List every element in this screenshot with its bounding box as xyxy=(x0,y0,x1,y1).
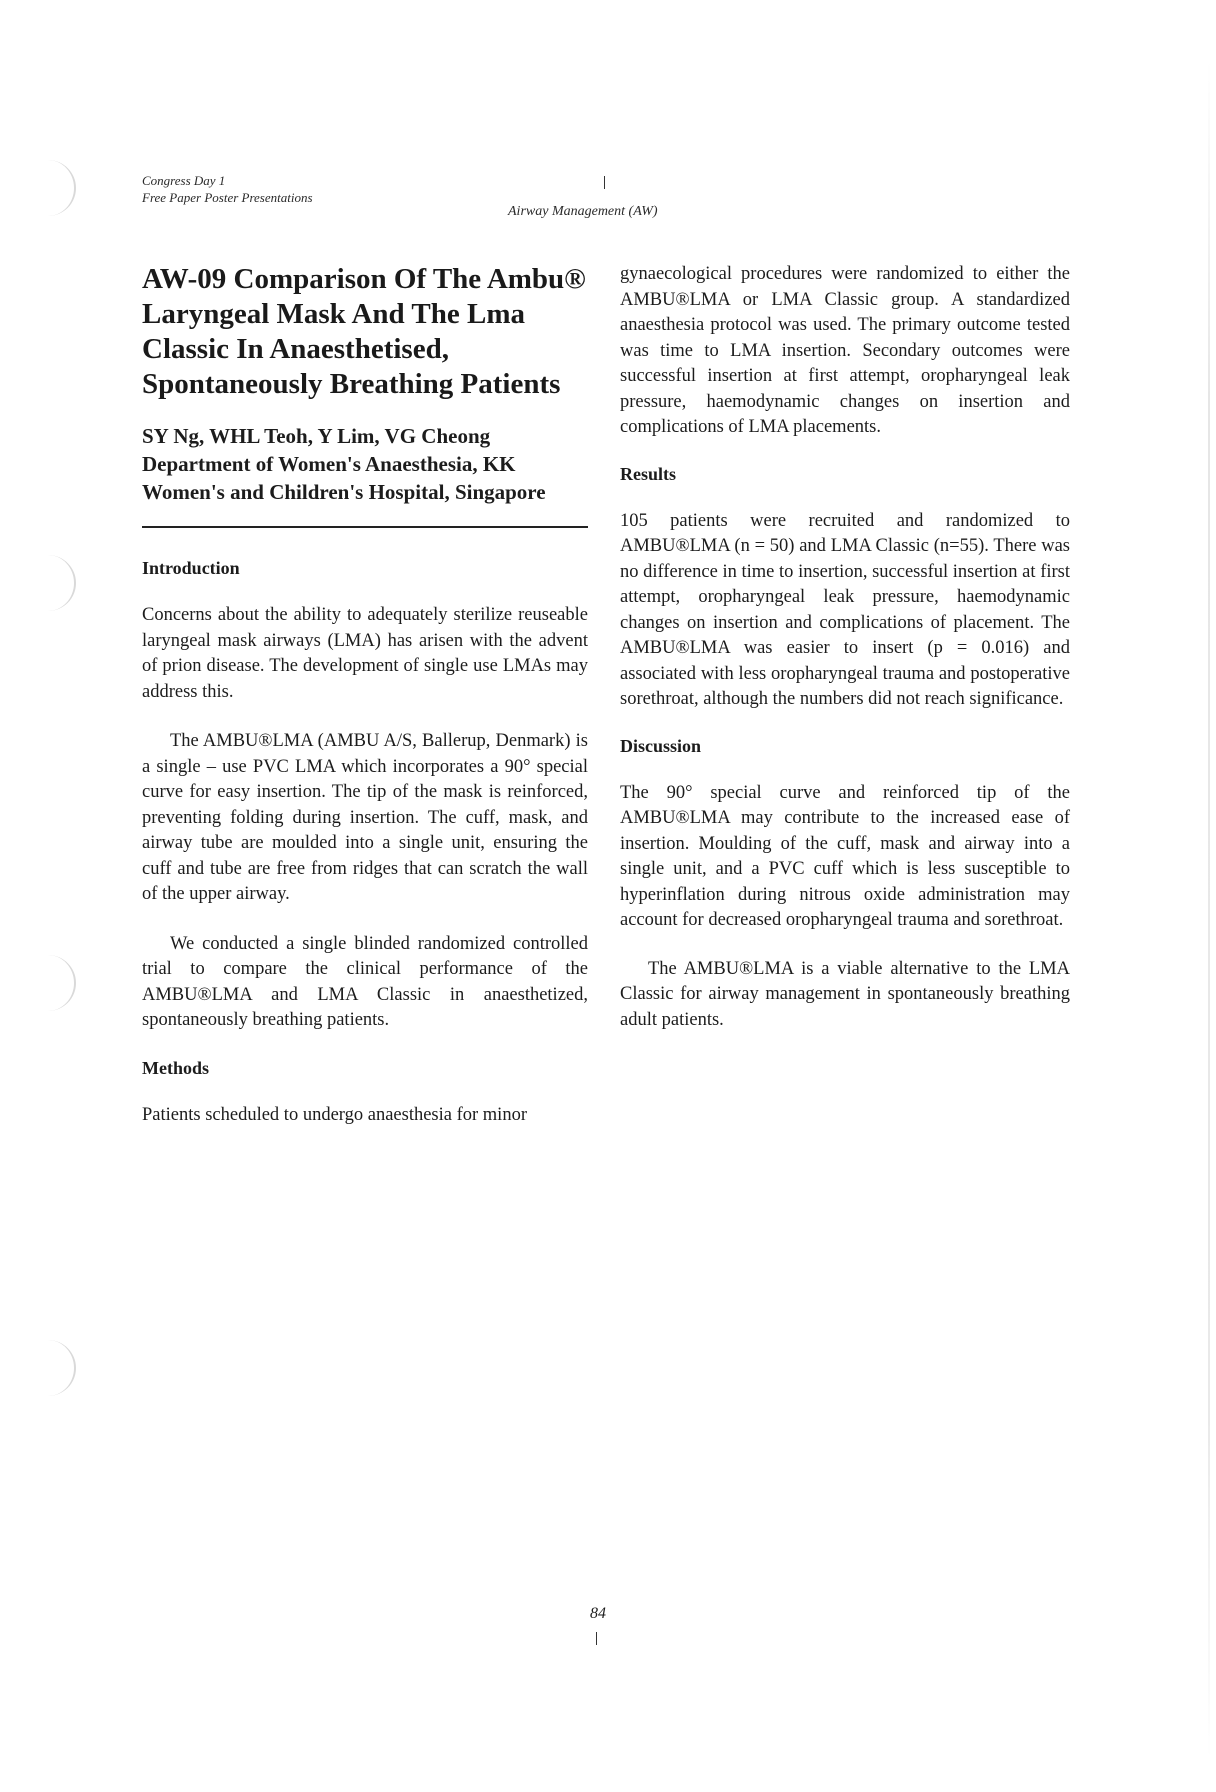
right-column xyxy=(620,262,1070,1056)
results-heading: Results xyxy=(620,463,677,484)
header-presentation-type: Free Paper Poster Presentations xyxy=(142,190,313,205)
introduction-paragraph: Concerns about the ability to adequately sterilize reuseable laryngeal mask airways (LMA) has arisen with the advent of prion disease. The development of single use LMAs may address this. xyxy=(142,605,588,702)
author-list: SY Ng, WHL Teoh, Y Lim, VG Cheong xyxy=(142,424,491,448)
methods-heading: Methods xyxy=(142,1057,209,1078)
article-title: AW-09 Comparison Of The Ambu® Laryngeal Mask And The Lma Classic In Anaesthetised, Spontaneously Breathing Patients xyxy=(142,263,586,400)
title-divider xyxy=(142,526,588,528)
header-section-name: Airway Management (AW) xyxy=(508,204,658,219)
running-header-left xyxy=(142,172,313,206)
binder-hole-mark xyxy=(44,955,76,1011)
introduction-paragraph: The AMBU®LMA (AMBU A/S, Ballerup, Denmark) is a single – use PVC LMA which incorporates a 90° special curve for easy insertion. The tip of the mask is reinforced, preventing folding during insertion. The cuff, mask, and airway tube are moulded into a single unit, ensuring the cuff and tube are free from ridges that can scratch the wall of the upper airway. xyxy=(142,731,588,904)
header-tick-mark xyxy=(604,176,605,189)
left-column xyxy=(142,262,588,1152)
page-edge-shadow xyxy=(1208,60,1210,1760)
introduction-heading: Introduction xyxy=(142,558,240,578)
discussion-heading: Discussion xyxy=(620,735,702,756)
author-block xyxy=(142,422,588,506)
binder-hole-mark xyxy=(44,555,76,611)
binder-hole-mark xyxy=(44,160,76,216)
introduction-paragraph: We conducted a single blinded randomized controlled trial to compare the clinical performance of the AMBU®LMA and LMA Classic in anaesthetized, spontaneously breathing patients. xyxy=(142,933,588,1030)
results-paragraph: 105 patients were recruited and randomized to AMBU®LMA (n = 50) and LMA Classic (n=55). There was no difference in time to insertion, successful insertion at first attempt, oropharyngeal leak pressure, haemodynamic changes on insertion and complications of placement. The AMBU®LMA was easier to insert (p = 0.016) and associated with less oropharyngeal trauma and postoperative sorethroat, although the numbers did not reach significance. xyxy=(620,510,1070,709)
methods-paragraph-start: Patients scheduled to undergo anaesthesia for minor xyxy=(142,1104,527,1125)
discussion-paragraph: The 90° special curve and reinforced tip of the AMBU®LMA may contribute to the increased ease of insertion. Moulding of the cuff, mask and airway into a single unit, and a PVC cuff which is less susceptible to hyperinflation during nitrous oxide administration may account for decreased oropharyngeal trauma and sorethroat. xyxy=(620,782,1070,930)
discussion-paragraph: The AMBU®LMA is a viable alternative to the LMA Classic for airway management in spontaneously breathing adult patients. xyxy=(620,958,1070,1030)
header-congress-day: Congress Day 1 xyxy=(142,173,226,188)
methods-paragraph-continued: gynaecological procedures were randomized to either the AMBU®LMA or LMA Classic group. A standardized anaesthesia protocol was used. The primary outcome tested was time to LMA insertion. Secondary outcomes were successful insertion at first attempt, oropharyngeal leak pressure, haemodynamic changes on insertion and complications of LMA placements. xyxy=(620,264,1070,437)
binder-hole-mark xyxy=(44,1340,76,1396)
author-affiliation: Department of Women's Anaesthesia, KK Women's and Children's Hospital, Singapore xyxy=(142,452,546,504)
footer-tick-mark xyxy=(596,1632,597,1645)
page-number: 84 xyxy=(590,1605,606,1622)
